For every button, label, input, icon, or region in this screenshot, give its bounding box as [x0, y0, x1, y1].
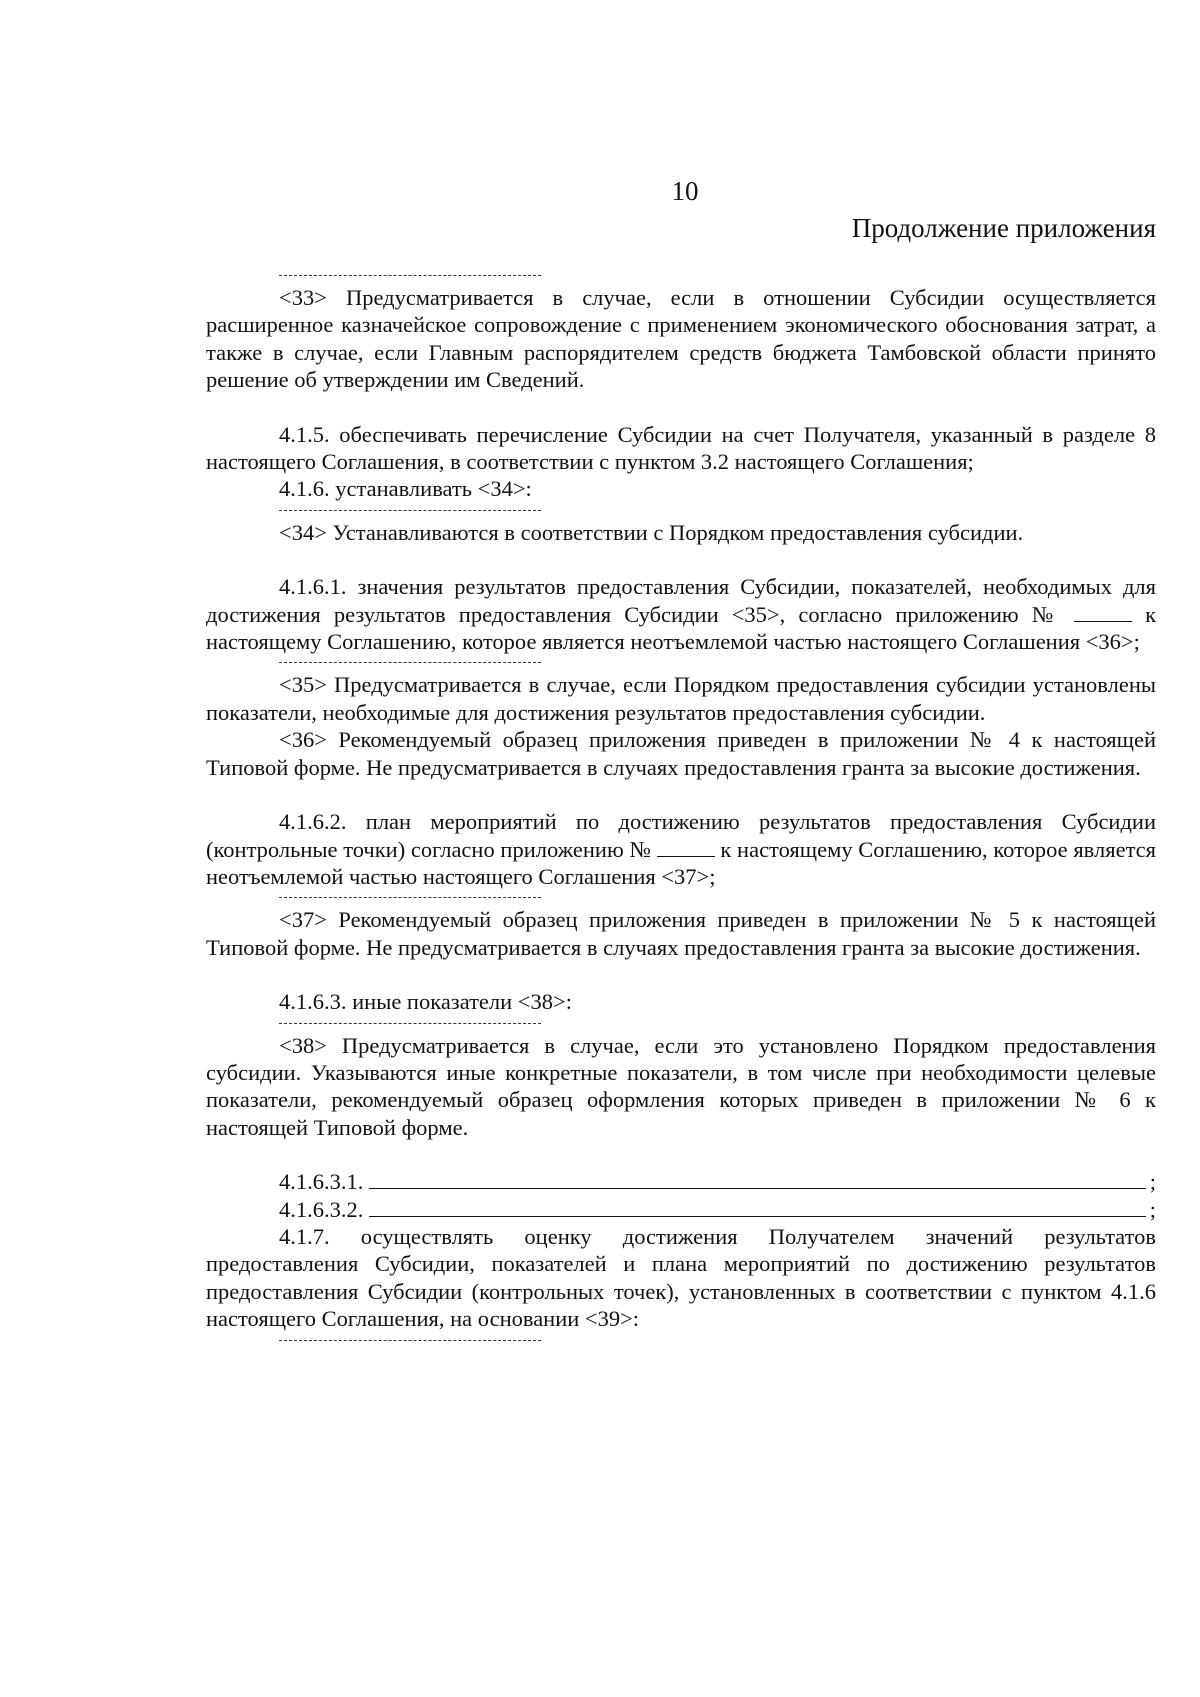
- footnote-separator: [279, 662, 541, 663]
- indicator-blank-line[interactable]: [369, 1170, 1145, 1189]
- footnote-37: <37> Рекомендуемый образец приложения приведен в приложении № 5 к настоящей Типовой форме. Не предусматривается в случаях предоставления гранта за высокие достижения.: [206, 907, 1156, 960]
- appendix-number-blank[interactable]: [1074, 605, 1132, 622]
- clause-4-1-6-1-start: 4.1.6.1. значения результатов предоставления Субсидии, показателей, необходимых для достижения результатов предоставления Субсидии <35>, согласно приложению №: [206, 574, 1156, 627]
- indicator-blank-line[interactable]: [369, 1198, 1145, 1217]
- clause-4-1-6-3: 4.1.6.3. иные показатели <38>:: [279, 989, 572, 1015]
- clause-4-1-7: 4.1.7. осуществлять оценку достижения Получателем значений результатов предоставления Субсидии, показателей и плана мероприятий по достижению результатов предоставления Субсидии (контрольных точек), установленных в соответствии с пунктом 4.1.6 настоящего Соглашения, на основании <39>:: [206, 1223, 1156, 1332]
- footnote-separator: [279, 275, 541, 276]
- document-body: [206, 268, 1156, 1349]
- continuation-header: Продолжение приложения: [851, 213, 1156, 243]
- footnote-separator: [279, 1023, 541, 1024]
- semicolon: ;: [1149, 1169, 1156, 1195]
- clause-4-1-6-3-1: [279, 1168, 1156, 1195]
- footnote-separator: [279, 1340, 541, 1341]
- clause-4-1-6-1: [206, 573, 1156, 655]
- clause-4-1-5: 4.1.5. обеспечивать перечисление Субсидии на счет Получателя, указанный в разделе 8 настоящего Соглашения, в соответствии с пунктом 3.2 настоящего Соглашения;: [206, 421, 1156, 475]
- clause-4-1-6-2-end: к настоящему Соглашению, которое является неотъемлемой частью настоящего Соглашения <37>;: [206, 836, 1157, 889]
- semicolon: ;: [1149, 1196, 1156, 1222]
- footnote-35: <35> Предусматривается в случае, если Порядком предоставления субсидии установлены показатели, необходимые для достижения результатов предоставления субсидии.: [206, 672, 1156, 725]
- footnote-33: <33> Предусматривается в случае, если в отношении Субсидии осуществляется расширенное казначейское сопровождение с применением экономического обоснования затрат, а также в случае, если Главным распорядителем средств бюджета Тамбовской области принято решение об утверждении им Сведений.: [206, 285, 1156, 393]
- clause-4-1-6-2-start: 4.1.6.2. план мероприятий по достижению результатов предоставления Субсидии (контрольные точки) согласно приложению №: [206, 809, 1156, 862]
- clause-4-1-6-3-2: [279, 1196, 1156, 1223]
- footnote-38: <38> Предусматривается в случае, если это установлено Порядком предоставления субсидии. Указываются иные конкретные показатели, в том числе при необходимости целевые показатели, рекомендуемый образец оформления которых приведен в приложении № 6 к настоящей Типовой форме.: [206, 1032, 1156, 1140]
- footnote-separator: [279, 897, 541, 898]
- clause-4-1-6-3-1-number: 4.1.6.3.1.: [279, 1169, 364, 1195]
- footnote-34: <34> Устанавливаются в соответствии с Порядком предоставления субсидии.: [279, 519, 1024, 545]
- clause-4-1-6-1-end: к настоящему Соглашению, которое является неотъемлемой частью настоящего Соглашения <36>;: [206, 601, 1157, 655]
- page-number: 10: [671, 176, 699, 206]
- footnote-36: <36> Рекомендуемый образец приложения приведен в приложении № 4 к настоящей Типовой форме. Не предусматривается в случаях предоставления гранта за высокие достижения.: [206, 727, 1156, 780]
- appendix-number-blank[interactable]: [657, 840, 715, 857]
- clause-4-1-6: 4.1.6. устанавливать <34>:: [279, 476, 532, 502]
- footnote-separator: [279, 510, 541, 511]
- clause-4-1-6-2: [206, 808, 1156, 890]
- clause-4-1-6-3-2-number: 4.1.6.3.2.: [279, 1196, 364, 1222]
